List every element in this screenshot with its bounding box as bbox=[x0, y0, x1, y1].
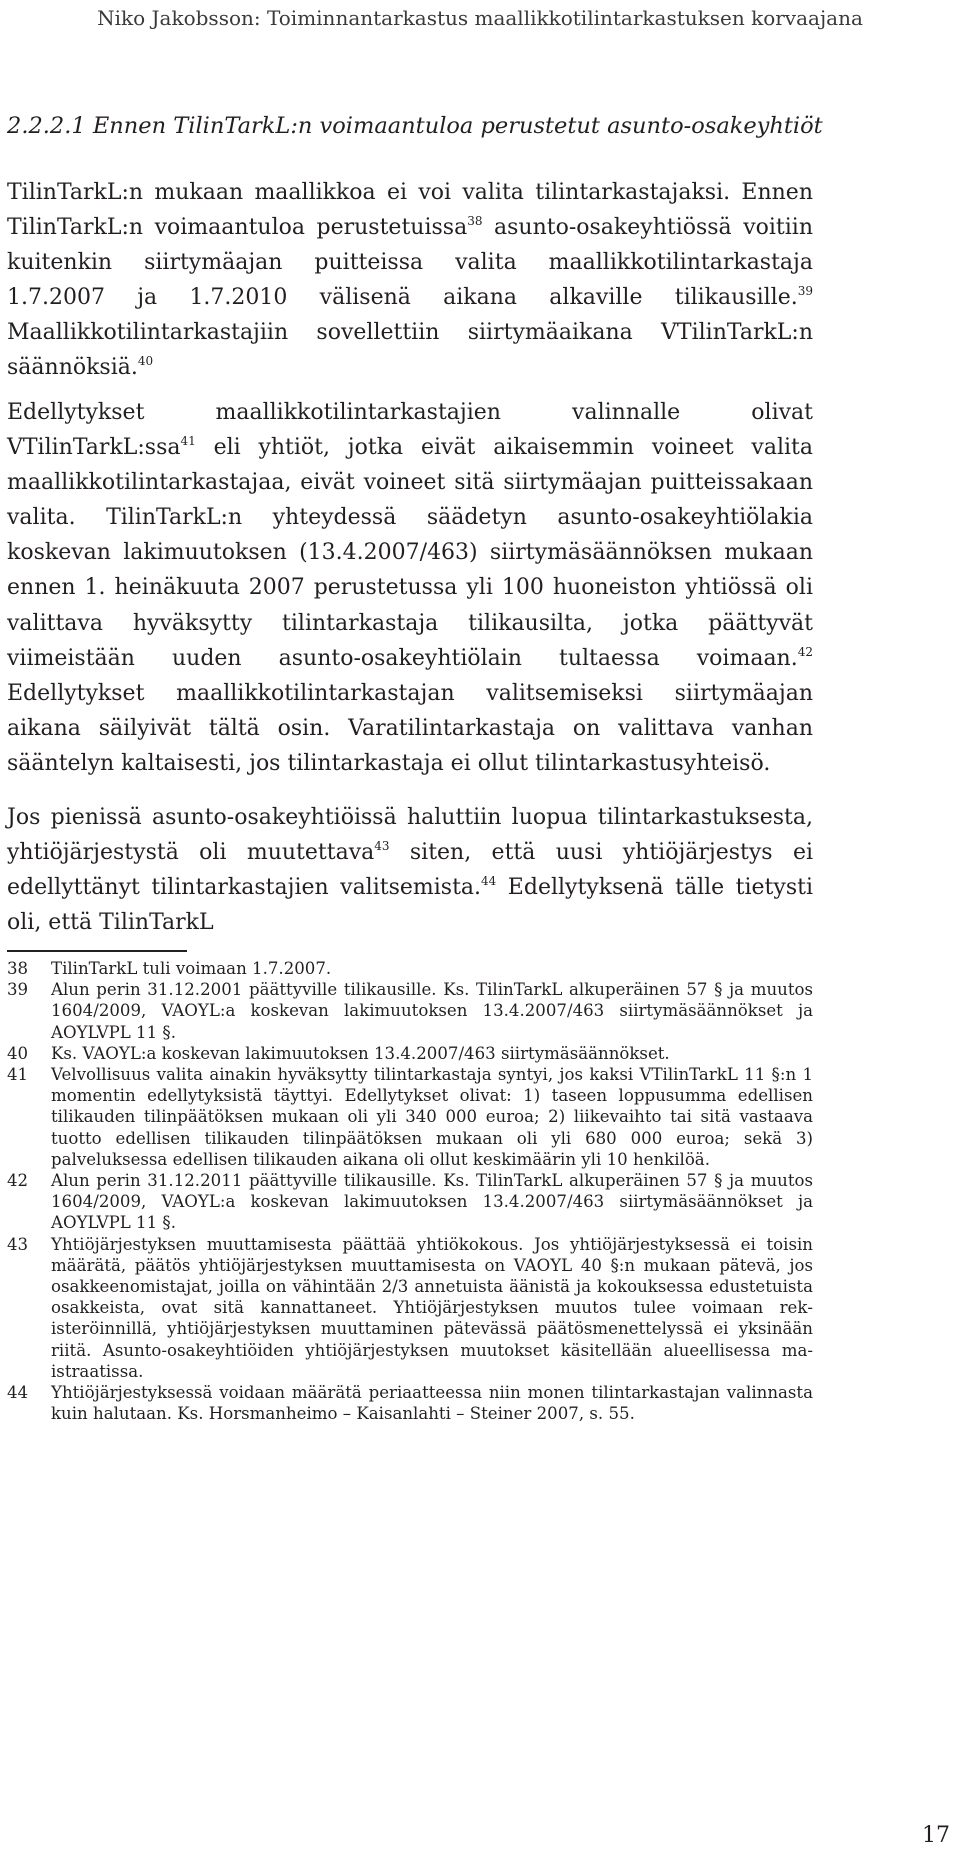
page-number: 17 bbox=[922, 1823, 950, 1848]
footnote-ref-41[interactable]: 41 bbox=[180, 434, 196, 449]
paragraph-text: Jos pienissä asunto-osakeyhtiöissä haluttiin luopua tilintarkastuksesta, yhtiöjärjestystä oli muutettava bbox=[7, 805, 813, 866]
footnote-text: Velvollisuus valita ainakin hyväksytty tilintarkastaja syntyi, jos kaksi VTilinTarkL 11 §:n 1 momentin edellytyksistä täyttyi. Edellytykset olivat: 1) taseen loppusumma edellisen tilikauden tilinpäätöksen mukaan oli yli 340 000 euroa; 2) liikevaihto tai sitä vastaava tuotto edellisen tilikauden tilinpäätöksen mukaan oli yli 680 000 euroa; sekä 3) palveluksessa edellisen tilikauden aikana oli ollut keskimäärin yli 10 henkilöä. bbox=[51, 1065, 813, 1169]
paragraph-2 bbox=[7, 395, 813, 781]
paragraph-text: Edellytyksenä tälle tietysti oli, että TilinTarkL bbox=[7, 875, 813, 936]
paragraph-text: asunto-osakeyhtiössä voitiin kuitenkin siirtymäajan puitteissa valita maallikkotilintarkastaja 1.7.2007 ja 1.7.2010 välisenä aikana alkaville tilikausille. bbox=[7, 215, 813, 311]
paragraph-text: TilinTarkL:n mukaan maallikkoa ei voi valita tilintarkastajaksi. Ennen TilinTarkL:n voimaantuloa perustetuissa bbox=[7, 180, 813, 241]
footnote-number: 38 bbox=[7, 959, 29, 978]
footnote-43 bbox=[7, 1234, 813, 1382]
footnote-ref-39[interactable]: 39 bbox=[797, 284, 813, 299]
footnote-ref-43[interactable]: 43 bbox=[374, 839, 390, 854]
paragraph-text: Edellytykset maallikkotilintarkastajien valinnalle olivat VTilinTarkL:ssa bbox=[7, 400, 813, 461]
paragraph-1 bbox=[7, 175, 813, 386]
footnote-number: 40 bbox=[7, 1043, 29, 1063]
footnote-number: 42 bbox=[7, 1171, 29, 1191]
footnote-40 bbox=[7, 1043, 813, 1064]
footnote-39 bbox=[7, 979, 813, 1043]
footnote-ref-38[interactable]: 38 bbox=[467, 214, 483, 229]
footnote-38 bbox=[7, 958, 813, 979]
footnote-text: Alun perin 31.12.2011 päättyville tilikausille. Ks. TilinTarkL alkuperäinen 57 § ja muutos 1604/2009, VAOYL:a koskevan lakimuutoksen 13.4.2007/463 siirtymäsäännökset ja AOYLVPL 11 §. bbox=[51, 1171, 813, 1233]
footnote-text: Yhtiöjärjestyksessä voidaan määrätä periaatteessa niin monen tilintarkastajan valinnasta kuin halutaan. Ks. Horsmanheimo – Kaisanlahti – Steiner 2007, s. 55. bbox=[51, 1383, 813, 1424]
footnote-separator bbox=[7, 950, 187, 952]
footnote-text: TilinTarkL tuli voimaan 1.7.2007. bbox=[51, 959, 332, 978]
footnote-ref-42[interactable]: 42 bbox=[797, 644, 813, 659]
footnote-number: 39 bbox=[7, 980, 29, 1000]
paragraph-text: siten, että uusi yhtiöjärjestys ei edellyttänyt tilintarkastajien valitsemista. bbox=[7, 840, 813, 901]
paragraph-3 bbox=[7, 800, 813, 940]
paragraph-text: Edellytykset maallikkotilintarkastajan valitsemiseksi siirtymäajan aikana säilyivät tältä osin. Varatilintarkastaja on valittava vanhan sääntelyn kaltaisesti, jos tilintarkastaja ei ollut tilintarkastusyhteisö. bbox=[7, 680, 813, 776]
footnote-42 bbox=[7, 1170, 813, 1234]
section-heading: 2.2.2.1 Ennen TilinTarkL:n voimaantuloa perustetut asunto-osakeyhtiöt bbox=[7, 113, 823, 139]
footnotes bbox=[7, 958, 813, 1424]
footnote-text: Yhtiöjärjestyksen muuttamisesta päättää yhtiökokous. Jos yhtiöjärjestyksessä ei toisin määrätä, päätös yhtiöjärjestyksen muuttamisesta on VAOYL 40 §:n mukaan pätevä, jos osakkeenomistajat, joilla on vähintään 2/3 annetuista äänistä ja kokouksessa edustetuista osakkeista, ovat sitä kannattaneet. Yhtiöjärjestyksen muutos tulee voimaan rekisteröinnillä, yhtiöjärjestyksen muuttaminen pätevässä päätösmenettelyssä ei yksinään riitä. Asunto-osakeyhtiöiden yhtiöjärjestyksen muutokset käsitellään alueellisessa maistraatissa. bbox=[51, 1234, 813, 1381]
footnote-number: 44 bbox=[7, 1383, 29, 1403]
footnote-number: 43 bbox=[7, 1234, 29, 1254]
footnote-text: Alun perin 31.12.2001 päättyville tilikausille. Ks. TilinTarkL alkuperäinen 57 § ja muutos 1604/2009, VAOYL:a koskevan lakimuutoksen 13.4.2007/463 siirtymäsäännökset ja AOYLVPL 11 §. bbox=[51, 980, 813, 1042]
footnote-number: 41 bbox=[7, 1065, 29, 1085]
running-head: Niko Jakobsson: Toiminnantarkastus maallikkotilintarkastuksen korvaajana bbox=[97, 6, 863, 30]
footnote-41 bbox=[7, 1064, 813, 1170]
footnote-44 bbox=[7, 1382, 813, 1424]
footnote-text: Ks. VAOYL:a koskevan lakimuutoksen 13.4.2007/463 siirtymäsäännökset. bbox=[51, 1043, 670, 1063]
footnote-ref-40[interactable]: 40 bbox=[137, 354, 154, 369]
footnote-ref-44[interactable]: 44 bbox=[481, 874, 497, 889]
paragraph-text: Maallikkotilintarkastajiin sovellettiin siirtymäaikana VTilinTarkL:n säännöksiä. bbox=[7, 320, 813, 381]
paragraph-text: eli yhtiöt, jotka eivät aikaisemmin voineet valita maallikkotilintarkastajaa, eivät voineet sitä siirtymäajan puitteissakaan valita. TilinTarkL:n yhteydessä säädetyn asunto-osakeyhtiölakia koskevan lakimuutoksen (13.4.2007/463) siirtymäsäännöksen mukaan ennen 1. heinäkuuta 2007 perustetussa yli 100 huoneiston yhtiössä oli valittava hyväksytty tilintarkastaja tilikausilta, jotka päättyvät viimeistään uuden asunto-osakeyhtiölain tultaessa voimaan. bbox=[7, 435, 813, 671]
